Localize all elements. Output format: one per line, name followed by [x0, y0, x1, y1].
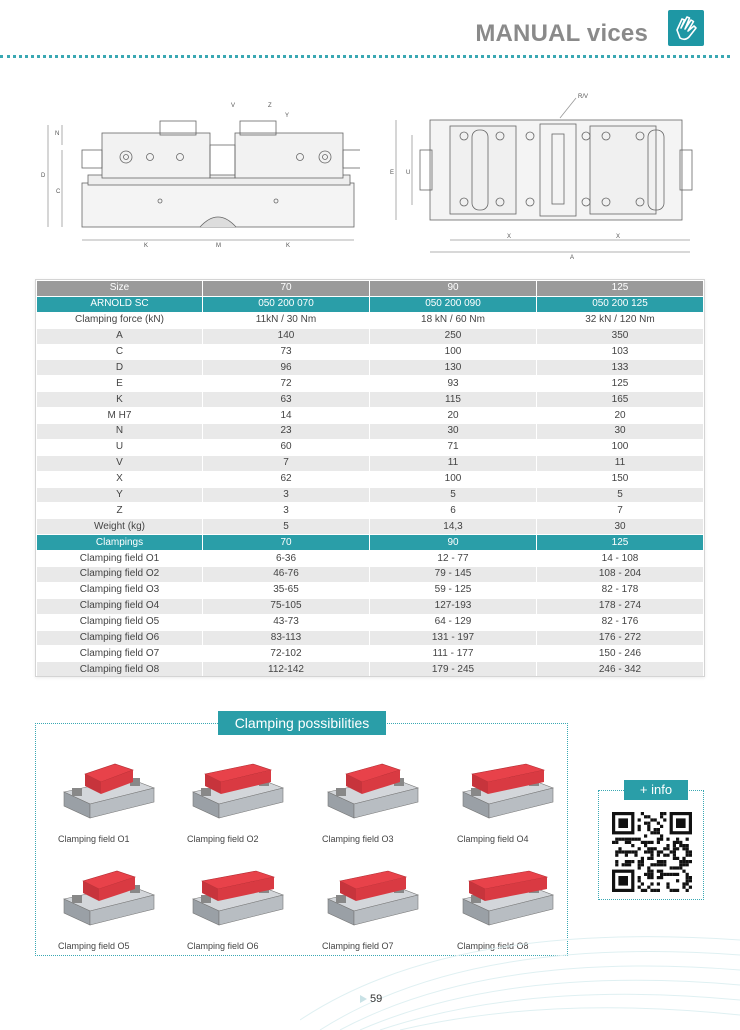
- table-cell: 125: [537, 535, 704, 551]
- table-cell: 111 - 177: [370, 646, 537, 662]
- table-cell: 150 - 246: [537, 646, 704, 662]
- table-cell: 115: [370, 392, 537, 408]
- dim-d: D: [41, 173, 46, 179]
- table-cell: 150: [537, 471, 704, 487]
- table-cell: C: [37, 344, 203, 360]
- table-row: [37, 471, 704, 487]
- table-cell: Size: [37, 281, 203, 297]
- clamp-row: [37, 614, 704, 630]
- dim-a: A: [570, 255, 575, 260]
- table-cell: 131 - 197: [370, 630, 537, 646]
- table-model-row: [37, 296, 704, 312]
- vice-image: [457, 748, 567, 828]
- table-cell: 133: [537, 360, 704, 376]
- table-cell: 5: [203, 519, 370, 535]
- table-row: [37, 455, 704, 471]
- table-cell: 32 kN / 120 Nm: [537, 312, 704, 328]
- page-title: MANUAL vices: [475, 20, 648, 47]
- table-row: [37, 439, 704, 455]
- table-row: [37, 487, 704, 503]
- table-cell: 20: [370, 408, 537, 424]
- table-cell: 112-142: [203, 662, 370, 678]
- table-cell: 050 200 070: [203, 296, 370, 312]
- page-number: 59: [370, 993, 383, 1005]
- clamping-field-card: [58, 748, 178, 848]
- clamping-field-label: Clamping field O2: [187, 834, 259, 844]
- table-row: [37, 424, 704, 440]
- table-cell: 18 kN / 60 Nm: [370, 312, 537, 328]
- table-cell: 73: [203, 344, 370, 360]
- table-cell: 7: [203, 455, 370, 471]
- decorative-waves: [300, 880, 740, 1030]
- table-cell: 43-73: [203, 614, 370, 630]
- table-cell: 75-105: [203, 598, 370, 614]
- table-cell: A: [37, 328, 203, 344]
- table-cell: Clamping field O4: [37, 598, 203, 614]
- table-cell: E: [37, 376, 203, 392]
- table-cell: 23: [203, 424, 370, 440]
- table-cell: Weight (kg): [37, 519, 203, 535]
- dim-y: Y: [285, 113, 290, 119]
- clamp-row: [37, 551, 704, 567]
- table-row: [37, 328, 704, 344]
- table-cell: 3: [203, 503, 370, 519]
- table-cell: Clamping field O2: [37, 567, 203, 583]
- table-cell: ARNOLD SC: [37, 296, 203, 312]
- hand-icon: [668, 10, 704, 46]
- vice-image: [187, 855, 297, 935]
- table-cell: K: [37, 392, 203, 408]
- table-cell: 14: [203, 408, 370, 424]
- table-cell: 14,3: [370, 519, 537, 535]
- table-cell: 100: [537, 439, 704, 455]
- dim-k-right: K: [286, 243, 291, 249]
- clamping-field-card: [187, 855, 307, 955]
- table-cell: 35-65: [203, 582, 370, 598]
- table-cell: Y: [37, 487, 203, 503]
- table-cell: 246 - 342: [537, 662, 704, 678]
- table-cell: Z: [37, 503, 203, 519]
- table-cell: 11: [370, 455, 537, 471]
- table-cell: 59 - 125: [370, 582, 537, 598]
- clamp-row: [37, 582, 704, 598]
- table-cell: 178 - 274: [537, 598, 704, 614]
- clamp-row: [37, 567, 704, 583]
- dim-e: E: [390, 170, 395, 176]
- table-cell: 250: [370, 328, 537, 344]
- table-cell: 20: [537, 408, 704, 424]
- dim-x-left: X: [507, 234, 512, 240]
- vice-top-drawing: [390, 90, 710, 260]
- table-row: [37, 392, 704, 408]
- table-cell: Clamping field O5: [37, 614, 203, 630]
- table-header-row: [37, 281, 704, 297]
- table-cell: 72: [203, 376, 370, 392]
- table-cell: 3: [203, 487, 370, 503]
- clamp-row: [37, 598, 704, 614]
- table-cell: Clamping force (kN): [37, 312, 203, 328]
- table-row: [37, 376, 704, 392]
- table-cell: 30: [537, 424, 704, 440]
- table-row: [37, 360, 704, 376]
- table-cell: 96: [203, 360, 370, 376]
- table-cell: Clamping field O8: [37, 662, 203, 678]
- dim-u: U: [406, 170, 411, 176]
- table-cell: 165: [537, 392, 704, 408]
- table-cell: 63: [203, 392, 370, 408]
- clamping-field-label: Clamping field O6: [187, 941, 259, 951]
- clamping-field-label: Clamping field O7: [322, 941, 394, 951]
- table-cell: 70: [203, 535, 370, 551]
- dim-m: M: [216, 243, 221, 249]
- table-cell: 64 - 129: [370, 614, 537, 630]
- dim-n: N: [55, 131, 60, 137]
- vice-image: [322, 748, 432, 828]
- table-cell: 30: [370, 424, 537, 440]
- clamping-possibilities-title: Clamping possibilities: [218, 711, 386, 735]
- table-row: [37, 408, 704, 424]
- table-cell: 100: [370, 471, 537, 487]
- table-cell: 83-113: [203, 630, 370, 646]
- table-cell: Clamping field O3: [37, 582, 203, 598]
- clamp-row: [37, 662, 704, 678]
- table-cell: 90: [370, 281, 537, 297]
- clamping-field-card: [322, 748, 442, 848]
- table-cell: 176 - 272: [537, 630, 704, 646]
- dim-rv: R/V: [578, 94, 589, 100]
- table-cell: 125: [537, 376, 704, 392]
- table-cell: 14 - 108: [537, 551, 704, 567]
- table-row: [37, 519, 704, 535]
- table-cell: 125: [537, 281, 704, 297]
- table-cell: 103: [537, 344, 704, 360]
- table-cell: 70: [203, 281, 370, 297]
- clamping-field-label: Clamping field O4: [457, 834, 529, 844]
- table-cell: 46-76: [203, 567, 370, 583]
- table-cell: 100: [370, 344, 537, 360]
- clamp-row: [37, 630, 704, 646]
- table-cell: 72-102: [203, 646, 370, 662]
- table-cell: 5: [537, 487, 704, 503]
- page-arrow-icon: [360, 995, 367, 1003]
- dim-c: C: [56, 189, 61, 195]
- table-cell: 30: [537, 519, 704, 535]
- table-cell: 108 - 204: [537, 567, 704, 583]
- dim-k-left: K: [144, 243, 149, 249]
- clamping-field-card: [58, 855, 178, 955]
- table-cell: U: [37, 439, 203, 455]
- table-cell: 6: [370, 503, 537, 519]
- clamping-field-label: Clamping field O3: [322, 834, 394, 844]
- table-cell: V: [37, 455, 203, 471]
- table-cell: N: [37, 424, 203, 440]
- table-cell: 93: [370, 376, 537, 392]
- table-cell: 79 - 145: [370, 567, 537, 583]
- table-cell: Clamping field O6: [37, 630, 203, 646]
- dim-x-right: X: [616, 234, 621, 240]
- table-cell: 90: [370, 535, 537, 551]
- table-cell: 5: [370, 487, 537, 503]
- table-row: [37, 344, 704, 360]
- clamping-field-label: Clamping field O8: [457, 941, 529, 951]
- table-row: [37, 503, 704, 519]
- table-cell: 7: [537, 503, 704, 519]
- table-cell: X: [37, 471, 203, 487]
- table-cell: 82 - 178: [537, 582, 704, 598]
- vice-image: [58, 748, 168, 828]
- table-cell: 130: [370, 360, 537, 376]
- spec-table: [36, 280, 704, 678]
- table-row: [37, 312, 704, 328]
- table-cell: M H7: [37, 408, 203, 424]
- header-divider: [0, 55, 730, 58]
- clamping-field-label: Clamping field O5: [58, 941, 130, 951]
- table-cell: 050 200 125: [537, 296, 704, 312]
- dim-v: V: [231, 103, 236, 109]
- table-cell: Clamping field O1: [37, 551, 203, 567]
- table-cell: 82 - 176: [537, 614, 704, 630]
- table-cell: 6-36: [203, 551, 370, 567]
- clampings-header-row: [37, 535, 704, 551]
- table-cell: 12 - 77: [370, 551, 537, 567]
- table-cell: 127-193: [370, 598, 537, 614]
- table-cell: Clamping field O7: [37, 646, 203, 662]
- info-title: + info: [624, 780, 688, 800]
- table-cell: 050 200 090: [370, 296, 537, 312]
- table-cell: 140: [203, 328, 370, 344]
- vice-image: [187, 748, 297, 828]
- table-cell: 60: [203, 439, 370, 455]
- clamp-row: [37, 646, 704, 662]
- table-cell: 71: [370, 439, 537, 455]
- table-cell: 11: [537, 455, 704, 471]
- clamping-field-card: [187, 748, 307, 848]
- table-cell: Clampings: [37, 535, 203, 551]
- table-cell: D: [37, 360, 203, 376]
- vice-front-drawing: [40, 95, 360, 255]
- clamping-field-label: Clamping field O1: [58, 834, 130, 844]
- clamping-field-card: [457, 748, 577, 848]
- table-cell: 179 - 245: [370, 662, 537, 678]
- table-cell: 350: [537, 328, 704, 344]
- table-cell: 11kN / 30 Nm: [203, 312, 370, 328]
- dim-z: Z: [268, 103, 272, 109]
- table-cell: 62: [203, 471, 370, 487]
- vice-image: [58, 855, 168, 935]
